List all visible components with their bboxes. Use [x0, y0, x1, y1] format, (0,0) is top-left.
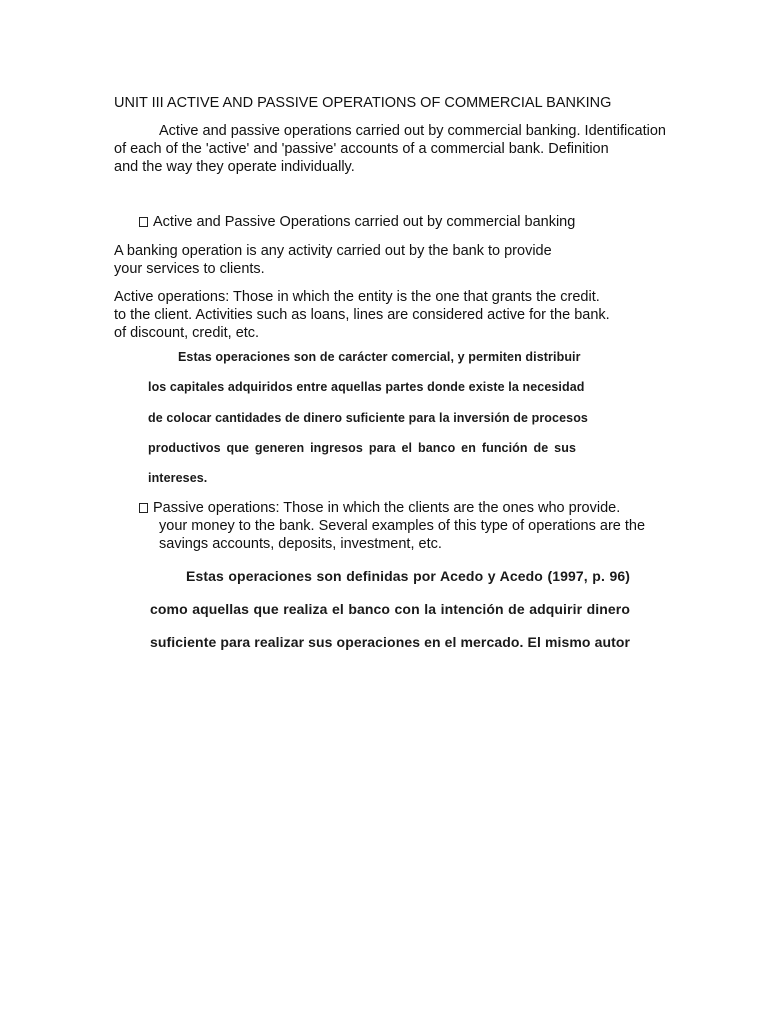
scanned-excerpt-passive	[150, 568, 630, 658]
intro-line: and the way they operate individually.	[114, 159, 355, 175]
intro-line: of each of the 'active' and 'passive' accounts of a commercial bank. Definition	[114, 141, 609, 157]
scanned-line: Estas operaciones son de carácter comercial, y permiten distribuir	[178, 350, 581, 364]
bullet-item	[139, 499, 620, 517]
scanned-line: Estas operaciones son definidas por Acedo y Acedo (1997, p. 96)	[186, 568, 630, 584]
bullet-box-icon	[139, 217, 148, 227]
paragraph-line: to the client. Activities such as loans, lines are considered active for the bank.	[114, 307, 610, 323]
paragraph-line: savings accounts, deposits, investment, etc.	[159, 536, 442, 552]
scanned-line: suficiente para realizar sus operaciones en el mercado. El mismo autor	[150, 634, 631, 650]
intro-line: Active and passive operations carried out by commercial banking. Identification	[159, 123, 666, 139]
scanned-excerpt-active	[148, 350, 588, 490]
scanned-line: los capitales adquiridos entre aquellas partes donde existe la necesidad	[148, 380, 585, 394]
scanned-line: de colocar cantidades de dinero suficiente para la inversión de procesos	[148, 411, 588, 425]
paragraph-line: A banking operation is any activity carried out by the bank to provide	[114, 243, 552, 259]
scanned-line: intereses.	[148, 471, 208, 485]
paragraph-line: of discount, credit, etc.	[114, 325, 260, 341]
bullet-box-icon	[139, 503, 148, 513]
bullet-text: Active and Passive Operations carried out by commercial banking	[153, 214, 576, 230]
paragraph-line: your money to the bank. Several examples of this type of operations are the	[159, 518, 646, 534]
bullet-item	[139, 213, 575, 231]
paragraph-line: Active operations: Those in which the entity is the one that grants the credit.	[114, 289, 600, 305]
bullet-text: Passive operations: Those in which the clients are the ones who provide.	[153, 500, 621, 516]
paragraph-line: your services to clients.	[114, 261, 265, 277]
document-heading: UNIT III ACTIVE AND PASSIVE OPERATIONS OF COMMERCIAL BANKING	[114, 95, 612, 111]
scanned-line: como aquellas que realiza el banco con la intención de adquirir dinero	[150, 601, 630, 617]
scanned-line: productivos que generen ingresos para el banco en función de sus	[148, 441, 576, 455]
